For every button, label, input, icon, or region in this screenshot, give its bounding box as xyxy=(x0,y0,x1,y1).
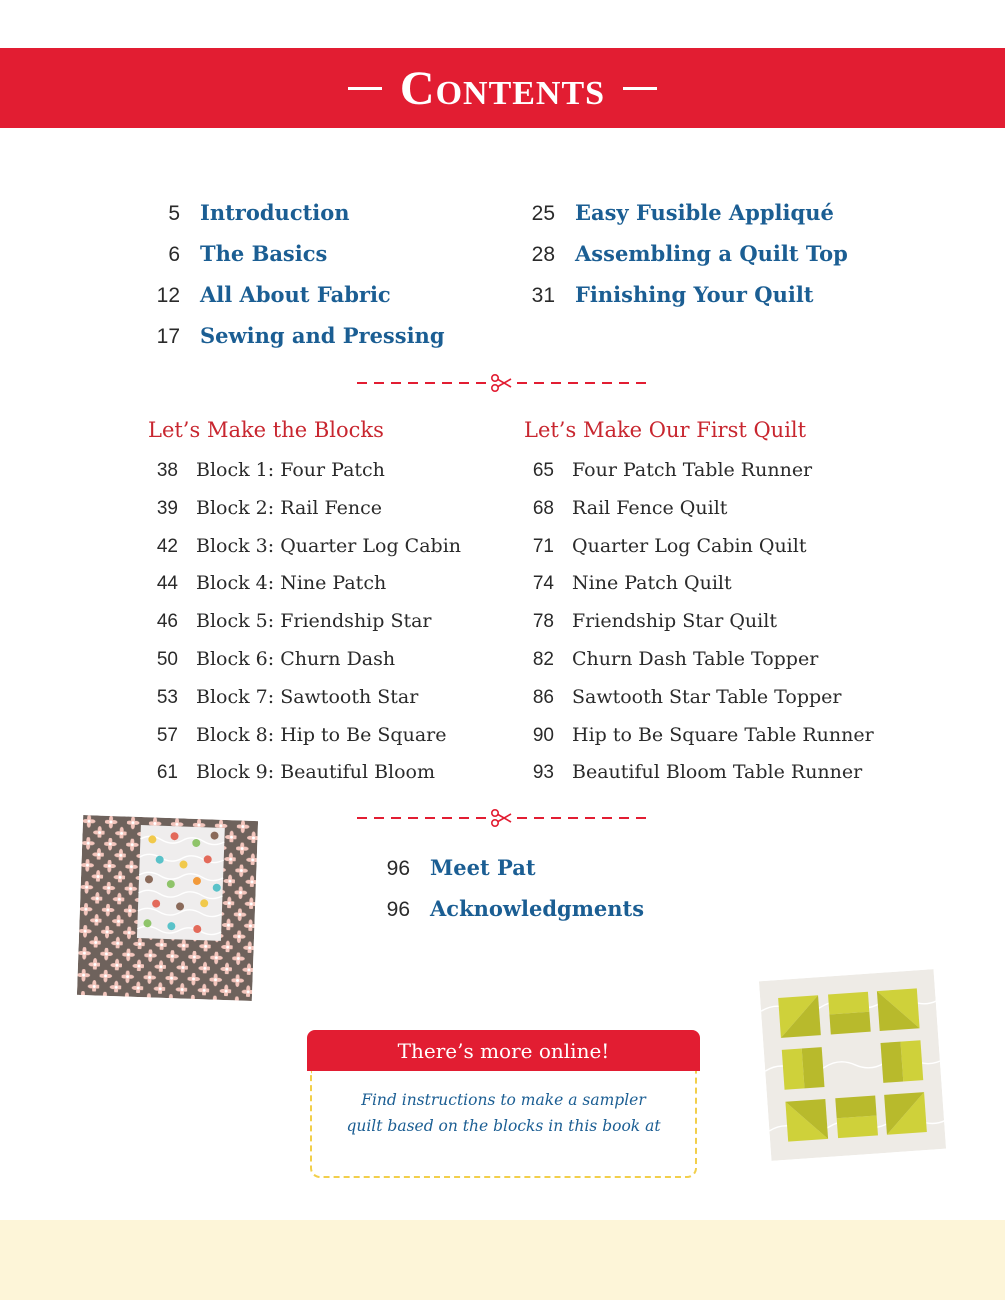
toc-page-number: 46 xyxy=(156,611,178,633)
online-callout-line: quilt based on the blocks in this book at xyxy=(346,1117,661,1135)
toc-page-number: 78 xyxy=(532,611,554,633)
online-callout-body xyxy=(310,1071,697,1178)
toc-page-number: 31 xyxy=(531,284,555,307)
toc-title[interactable]: Block 8: Hip to Be Square xyxy=(196,723,447,746)
toc-page-number: 57 xyxy=(156,724,178,746)
toc-entry[interactable] xyxy=(525,200,834,226)
toc-page-number: 71 xyxy=(532,535,554,557)
toc-entry[interactable] xyxy=(150,282,391,308)
toc-title[interactable]: Nine Patch Quilt xyxy=(572,572,732,595)
toc-title[interactable]: Block 5: Friendship Star xyxy=(196,610,432,633)
toc-entry[interactable] xyxy=(525,241,848,267)
toc-entry[interactable] xyxy=(524,648,818,671)
toc-page-number: 25 xyxy=(531,202,555,225)
toc-entry[interactable] xyxy=(148,535,461,558)
toc-page-number: 5 xyxy=(168,202,180,225)
toc-page-number: 38 xyxy=(156,460,178,481)
toc-page-number: 12 xyxy=(156,284,180,307)
toc-entry[interactable] xyxy=(148,497,382,520)
toc-title[interactable]: Introduction xyxy=(200,200,350,225)
toc-entry[interactable] xyxy=(150,200,350,226)
quilt-block-illustration xyxy=(77,815,258,1001)
toc-page-number: 39 xyxy=(156,497,178,519)
section-heading-quilts: Let’s Make Our First Quilt xyxy=(524,418,807,442)
toc-title[interactable]: Beautiful Bloom Table Runner xyxy=(572,761,863,784)
toc-page-number: 61 xyxy=(156,762,178,784)
scissors-icon xyxy=(492,375,511,391)
toc-page-number: 65 xyxy=(532,460,554,481)
toc-entry[interactable] xyxy=(524,459,812,482)
toc-title[interactable]: Sawtooth Star Table Topper xyxy=(572,685,842,708)
toc-title[interactable]: Block 4: Nine Patch xyxy=(196,572,387,595)
toc-page-number: 82 xyxy=(532,649,554,670)
toc-entry[interactable] xyxy=(148,686,418,709)
toc-title[interactable]: Quarter Log Cabin Quilt xyxy=(572,534,807,557)
toc-title[interactable]: Block 7: Sawtooth Star xyxy=(196,685,419,708)
toc-entry[interactable] xyxy=(524,610,777,633)
toc-entry[interactable] xyxy=(148,724,446,747)
toc-page-number: 28 xyxy=(531,243,555,266)
toc-entry[interactable] xyxy=(148,648,395,671)
toc-page-number: 42 xyxy=(156,535,178,557)
toc-title[interactable]: Friendship Star Quilt xyxy=(572,610,777,633)
toc-title[interactable]: Finishing Your Quilt xyxy=(575,282,814,307)
toc-title[interactable]: Block 9: Beautiful Bloom xyxy=(196,761,436,784)
toc-title[interactable]: Block 3: Quarter Log Cabin xyxy=(196,534,462,557)
toc-title[interactable]: Rail Fence Quilt xyxy=(572,496,728,519)
toc-entry[interactable] xyxy=(380,855,536,881)
toc-entry[interactable] xyxy=(525,282,814,308)
toc-entry[interactable] xyxy=(524,572,732,595)
scissors-icon xyxy=(492,810,511,826)
toc-title[interactable]: All About Fabric xyxy=(200,282,391,307)
toc-title[interactable]: Four Patch Table Runner xyxy=(572,459,813,481)
toc-title[interactable]: The Basics xyxy=(200,241,328,266)
cut-line-divider xyxy=(357,808,653,828)
toc-entry[interactable] xyxy=(524,761,862,784)
toc-entry[interactable] xyxy=(148,459,385,482)
toc-title[interactable]: Block 2: Rail Fence xyxy=(196,496,382,519)
cut-line-divider xyxy=(357,373,653,393)
toc-page-number: 44 xyxy=(156,573,178,595)
toc-page-number: 74 xyxy=(532,573,554,595)
toc-entry[interactable] xyxy=(150,323,445,349)
toc-title[interactable]: Block 6: Churn Dash xyxy=(196,648,396,670)
toc-entry[interactable] xyxy=(148,610,432,633)
toc-page-number: 96 xyxy=(386,898,410,921)
toc-page-number: 90 xyxy=(532,724,554,746)
toc-entry[interactable] xyxy=(524,497,727,520)
toc-title[interactable]: Assembling a Quilt Top xyxy=(575,241,848,266)
toc-page-number: 86 xyxy=(532,686,554,708)
toc-entry[interactable] xyxy=(148,572,386,595)
toc-entry[interactable] xyxy=(524,724,874,747)
toc-page-number: 6 xyxy=(168,243,180,266)
toc-entry[interactable] xyxy=(524,686,841,709)
toc-title[interactable]: Hip to Be Square Table Runner xyxy=(572,723,874,746)
online-callout xyxy=(307,1030,700,1181)
section-heading-blocks: Let’s Make the Blocks xyxy=(148,418,384,442)
toc-title[interactable]: Meet Pat xyxy=(430,855,536,880)
toc-title[interactable]: Sewing and Pressing xyxy=(200,323,445,348)
toc-page-number: 17 xyxy=(156,325,180,348)
toc-page-number: 50 xyxy=(156,649,178,670)
toc-page-number: 96 xyxy=(386,857,410,880)
contents-header-band xyxy=(0,48,1005,128)
header-dash-right xyxy=(623,87,657,90)
toc-entry[interactable] xyxy=(524,535,806,558)
toc-entry[interactable] xyxy=(148,761,435,784)
quilt-block-illustration xyxy=(759,969,946,1161)
page-title: Contents xyxy=(399,61,606,115)
toc-page-number: 68 xyxy=(532,497,554,519)
toc-entry[interactable] xyxy=(380,896,644,922)
toc-page-number: 53 xyxy=(156,686,178,708)
online-callout-line: Find instructions to make a sampler xyxy=(361,1091,646,1109)
toc-page-number: 93 xyxy=(532,762,554,784)
toc-title[interactable]: Churn Dash Table Topper xyxy=(572,648,819,670)
toc-title[interactable]: Block 1: Four Patch xyxy=(196,459,385,481)
toc-entry[interactable] xyxy=(150,241,327,267)
online-callout-heading: There’s more online! xyxy=(307,1030,700,1071)
toc-title[interactable]: Easy Fusible Appliqué xyxy=(575,200,834,225)
toc-title[interactable]: Acknowledgments xyxy=(430,896,645,921)
header-dash-left xyxy=(348,87,382,90)
footer-band xyxy=(0,1220,1005,1300)
